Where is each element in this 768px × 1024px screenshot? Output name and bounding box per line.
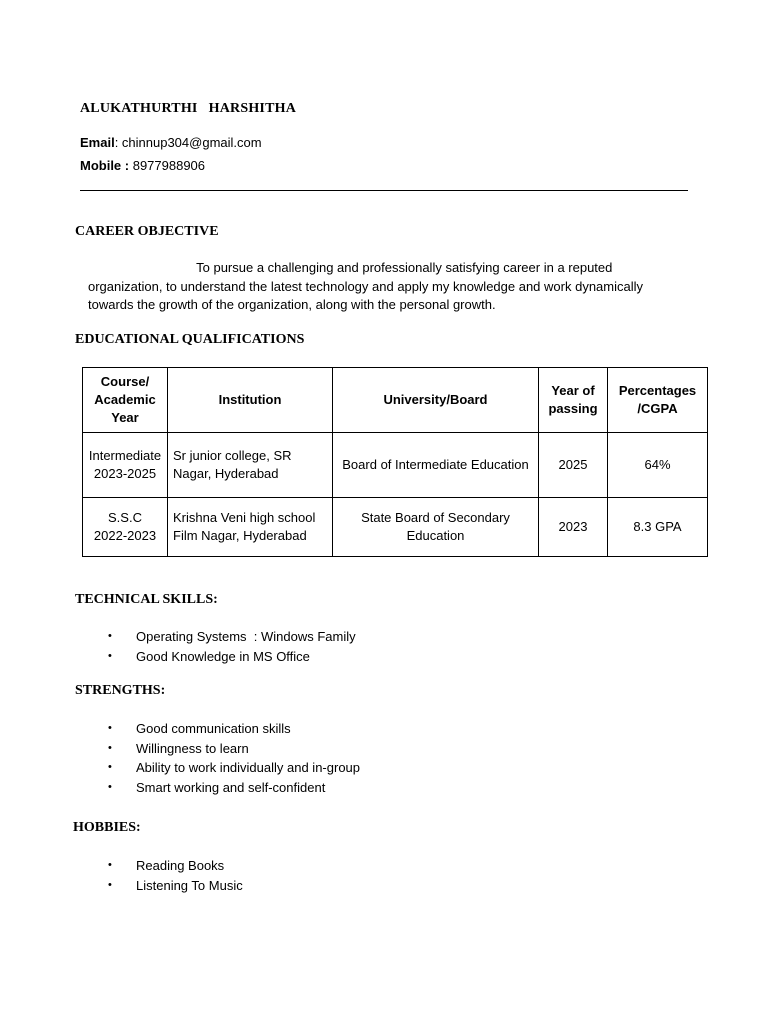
list-item: • Willingness to learn bbox=[0, 739, 360, 759]
bullet-icon: • bbox=[108, 761, 112, 773]
candidate-name: ALUKATHURTHI HARSHITHA bbox=[80, 101, 297, 116]
career-objective-text bbox=[88, 259, 668, 315]
cell-percentage: 64% bbox=[608, 433, 708, 498]
list-item: • Ability to work individually and in-group bbox=[0, 758, 360, 778]
column-header-university: University/Board bbox=[333, 368, 539, 433]
table-row bbox=[83, 433, 708, 498]
mobile-line bbox=[80, 158, 205, 173]
hobbies-heading: HOBBIES: bbox=[73, 820, 141, 835]
bullet-icon: • bbox=[108, 741, 112, 754]
table-row bbox=[83, 498, 708, 557]
list-item: • Good Knowledge in MS Office bbox=[0, 647, 356, 667]
cell-year: 2025 bbox=[539, 433, 608, 498]
cell-course: Intermediate 2023-2025 bbox=[83, 433, 168, 498]
cell-board: State Board of Secondary Education bbox=[333, 498, 539, 557]
technical-skills-list bbox=[0, 627, 356, 666]
bullet-icon: • bbox=[108, 859, 112, 871]
cell-course: S.S.C 2022-2023 bbox=[83, 498, 168, 557]
bullet-icon: • bbox=[108, 878, 112, 891]
column-header-institution: Institution bbox=[168, 368, 333, 433]
bullet-icon: • bbox=[108, 722, 112, 734]
column-header-course: Course/ Academic Year bbox=[83, 368, 168, 433]
cell-year: 2023 bbox=[539, 498, 608, 557]
strengths-list bbox=[0, 719, 360, 797]
cell-percentage: 8.3 GPA bbox=[608, 498, 708, 557]
cell-institution: Sr junior college, SR Nagar, Hyderabad bbox=[168, 433, 333, 498]
list-item: • Operating Systems : Windows Family bbox=[0, 627, 356, 647]
career-objective-heading: CAREER OBJECTIVE bbox=[75, 224, 219, 239]
cell-board: Board of Intermediate Education bbox=[333, 433, 539, 498]
education-table bbox=[82, 367, 708, 557]
objective-line: organization, to understand the latest technology and apply my knowledge and work dynamically bbox=[88, 278, 644, 294]
list-item: • Smart working and self-confident bbox=[0, 778, 360, 798]
objective-line: To pursue a challenging and professionally satisfying career in a reputed bbox=[88, 260, 613, 275]
bullet-icon: • bbox=[108, 649, 112, 662]
list-item: • Reading Books bbox=[0, 856, 243, 876]
technical-skills-heading: TECHNICAL SKILLS: bbox=[75, 592, 218, 607]
strengths-heading: STRENGTHS: bbox=[75, 683, 166, 698]
table-header-row bbox=[83, 368, 708, 433]
email-line bbox=[80, 135, 262, 150]
cell-institution: Krishna Veni high school Film Nagar, Hyderabad bbox=[168, 498, 333, 557]
column-header-percentage: Percentages /CGPA bbox=[608, 368, 708, 433]
header-divider bbox=[80, 190, 688, 191]
mobile-value: 8977988906 bbox=[129, 158, 206, 173]
email-value: : chinnup304@gmail.com bbox=[114, 135, 262, 150]
bullet-icon: • bbox=[108, 630, 112, 642]
column-header-year: Year of passing bbox=[539, 368, 608, 433]
list-item: • Listening To Music bbox=[0, 876, 243, 896]
list-item: • Good communication skills bbox=[0, 719, 360, 739]
mobile-label: Mobile : bbox=[80, 158, 130, 173]
bullet-icon: • bbox=[108, 780, 112, 793]
objective-line: towards the growth of the organization, along with the personal growth. bbox=[88, 297, 496, 312]
education-heading: EDUCATIONAL QUALIFICATIONS bbox=[75, 332, 305, 347]
email-label: Email bbox=[80, 135, 115, 150]
hobbies-list bbox=[0, 856, 243, 895]
